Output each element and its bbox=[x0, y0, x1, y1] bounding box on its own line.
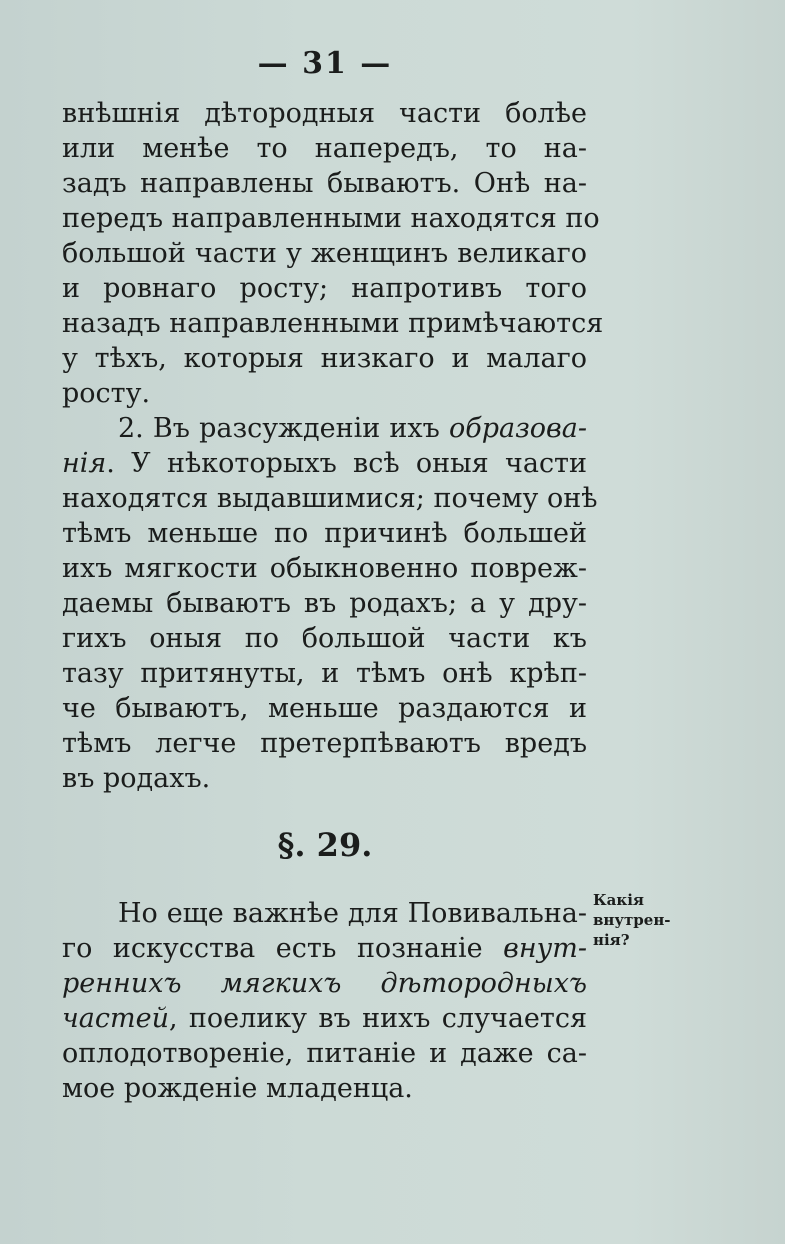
paragraph3-text: го искусства есть познаніе bbox=[62, 933, 504, 964]
paragraph2-line: даемы бываютъ въ родахъ; а у дру- bbox=[62, 588, 587, 619]
paragraph3-line: оплодотвореніе, питаніе и даже са- bbox=[62, 1038, 587, 1069]
paragraph2-line: въ родахъ. bbox=[62, 763, 211, 794]
paragraph1-line: большой части у женщинъ великаго bbox=[62, 238, 587, 269]
paragraph2-line bbox=[118, 412, 587, 446]
paragraph3-line: реннихъ мягкихъ дѣтородныхъ bbox=[62, 968, 587, 999]
paragraph3-italic-term: внут- bbox=[503, 933, 587, 964]
paragraph2-text: . У нѣкоторыхъ всѣ оныя части bbox=[106, 448, 587, 479]
paragraph3-italic-term: частей bbox=[62, 1003, 169, 1034]
section-heading: §. 29. bbox=[277, 826, 373, 864]
margin-note-line: внутрен- bbox=[593, 911, 671, 929]
paragraph2-line: тѣмъ легче претерпѣваютъ вредъ bbox=[62, 728, 587, 759]
paragraph1-line: передъ направленными находятся по bbox=[62, 203, 600, 234]
margin-note bbox=[593, 890, 693, 950]
paragraph2-line: гихъ оныя по большой части къ bbox=[62, 623, 587, 654]
paragraph1-line: внѣшнія дѣтородныя части болѣе bbox=[62, 98, 587, 129]
page-number: — 31 — bbox=[257, 46, 393, 81]
paragraph1-line: и ровнаго росту; напротивъ того bbox=[62, 273, 587, 304]
margin-note-line: нія? bbox=[593, 931, 630, 949]
paragraph2-italic-term: нія bbox=[62, 448, 107, 479]
paragraph2-line: тазу притянуты, и тѣмъ онѣ крѣп- bbox=[62, 658, 587, 689]
paragraph3-line: мое рожденіе младенца. bbox=[62, 1073, 413, 1104]
paragraph1-line: задъ направлены бываютъ. Онѣ на- bbox=[62, 168, 587, 199]
paragraph2-italic-term: образова- bbox=[448, 413, 587, 444]
paragraph2-text: 2. Въ разсужденіи ихъ bbox=[118, 413, 449, 444]
paragraph2-line: че бываютъ, меньше раздаются и bbox=[62, 693, 587, 724]
paragraph2-line: ихъ мягкости обыкновенно повреж- bbox=[62, 553, 587, 584]
margin-note-line: Какія bbox=[593, 891, 644, 909]
paragraph3-text: , поелику въ нихъ случается bbox=[169, 1003, 587, 1034]
paragraph2-line: находятся выдавшимися; почему онѣ bbox=[62, 483, 598, 514]
paragraph3-line bbox=[62, 932, 587, 966]
paragraph3-line: Но еще важнѣе для Повивальна- bbox=[118, 898, 587, 929]
paragraph1-line: у тѣхъ, которыя низкаго и малаго bbox=[62, 343, 587, 374]
paragraph1-line: росту. bbox=[62, 378, 151, 409]
paragraph1-line: назадъ направленными примѣчаются bbox=[62, 308, 604, 339]
paragraph1-line: или менѣе то напередъ, то на- bbox=[62, 133, 587, 164]
paragraph3-line bbox=[62, 1002, 587, 1036]
paragraph2-line: тѣмъ меньше по причинѣ большей bbox=[62, 518, 587, 549]
paragraph2-line bbox=[62, 447, 587, 481]
